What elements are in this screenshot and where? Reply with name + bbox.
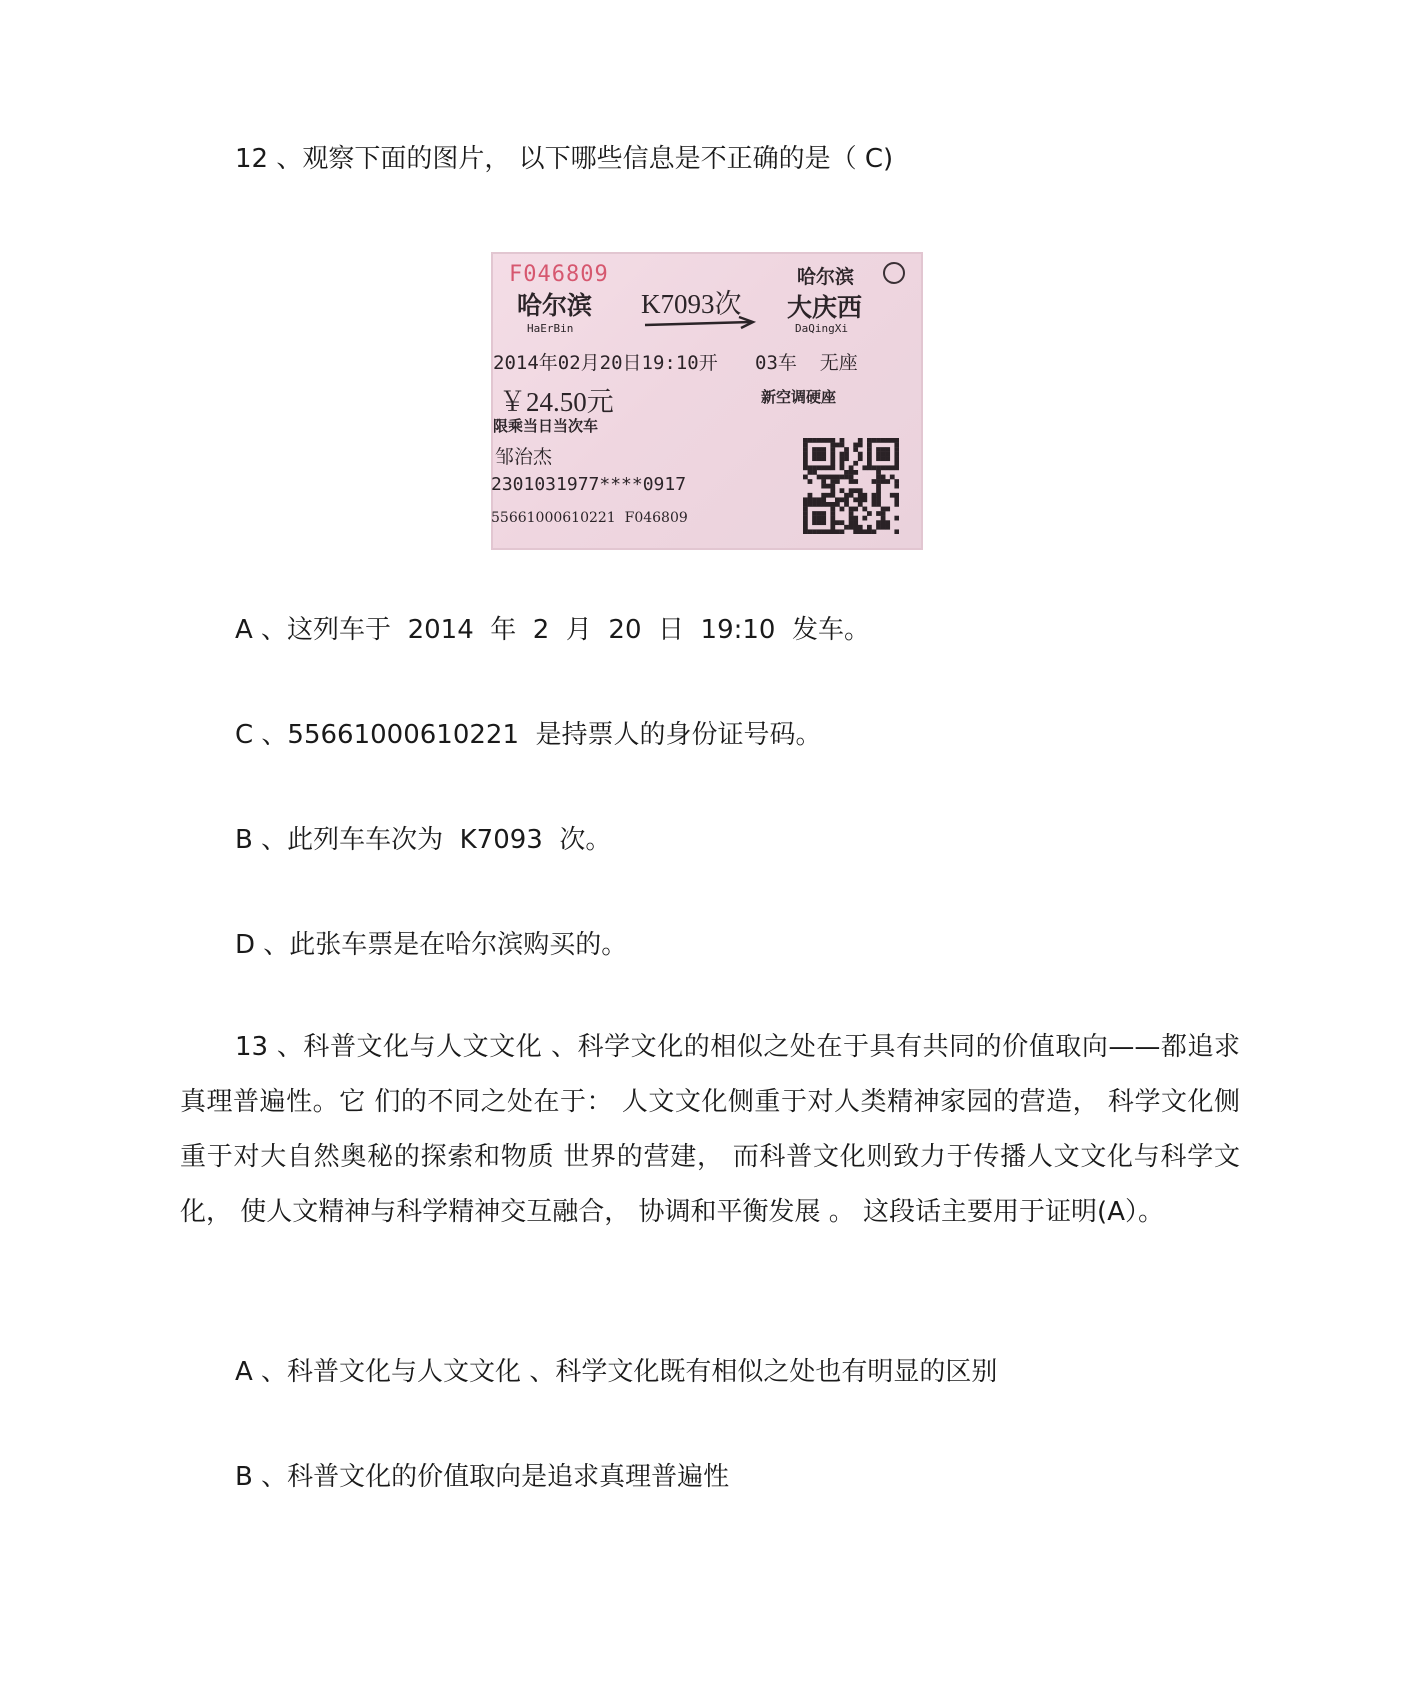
ticket-train-number: K7093次	[641, 289, 742, 319]
question-12-option: D 、此张车票是在哈尔滨购买的。	[235, 930, 628, 960]
train-ticket-image	[491, 252, 923, 550]
ticket-datetime: 2014年02月20日19:10开	[493, 352, 718, 374]
question-12-option: A 、这列车于 2014 年 2 月 20 日 19:10 发车。	[235, 615, 871, 645]
ticket-validity-note: 限乘当日当次车	[493, 417, 599, 435]
ticket-car-seat: 03车 无座	[755, 352, 858, 374]
ticket-seat-type: 新空调硬座	[761, 388, 837, 406]
question-12-stem: 12 、观察下面的图片， 以下哪些信息是不正确的是（ C)	[235, 144, 894, 174]
arrow-right-icon	[641, 316, 759, 330]
ticket-departure-station: 哈尔滨	[517, 291, 593, 320]
ticket-arrival-station: 大庆西	[787, 293, 863, 322]
question-12-option: B 、此列车车次为 K7093 次。	[235, 825, 612, 855]
ticket-departure-pinyin: HaErBin	[527, 322, 574, 335]
question-12-option: C 、55661000610221 是持票人的身份证号码。	[235, 720, 822, 750]
question-13-option: A 、科普文化与人文文化 、科学文化既有相似之处也有明显的区别	[235, 1357, 998, 1387]
qr-code-icon	[803, 438, 899, 534]
ticket-price: ￥24.50元	[499, 387, 614, 417]
ticket-serial: F046809	[509, 262, 609, 287]
question-13-stem: 13 、科普文化与人文文化 、科学文化的相似之处在于具有共同的价值取向——都追求真理普遍性。它 们的不同之处在于： 人文文化侧重于对人类精神家园的营造， 科学文化侧重于对大自然奥秘的探索和物质 世界的营建， 而科普文化则致力于传播人文文化与科学文化， 使人文精神与科学精神交互融合， 协调和平衡发展 。 这段话主要用于证明(A）。	[180, 1032, 1240, 1227]
question-13-option: B 、科普文化的价值取向是追求真理普遍性	[235, 1462, 730, 1492]
stamp-icon	[883, 262, 905, 284]
ticket-code: 55661000610221 F046809	[491, 510, 688, 526]
ticket-sold-at: 哈尔滨	[797, 266, 855, 288]
ticket-id-number: 2301031977****0917	[491, 474, 687, 495]
ticket-passenger-name: 邹治杰	[495, 446, 553, 468]
ticket-arrival-pinyin: DaQingXi	[795, 322, 848, 335]
